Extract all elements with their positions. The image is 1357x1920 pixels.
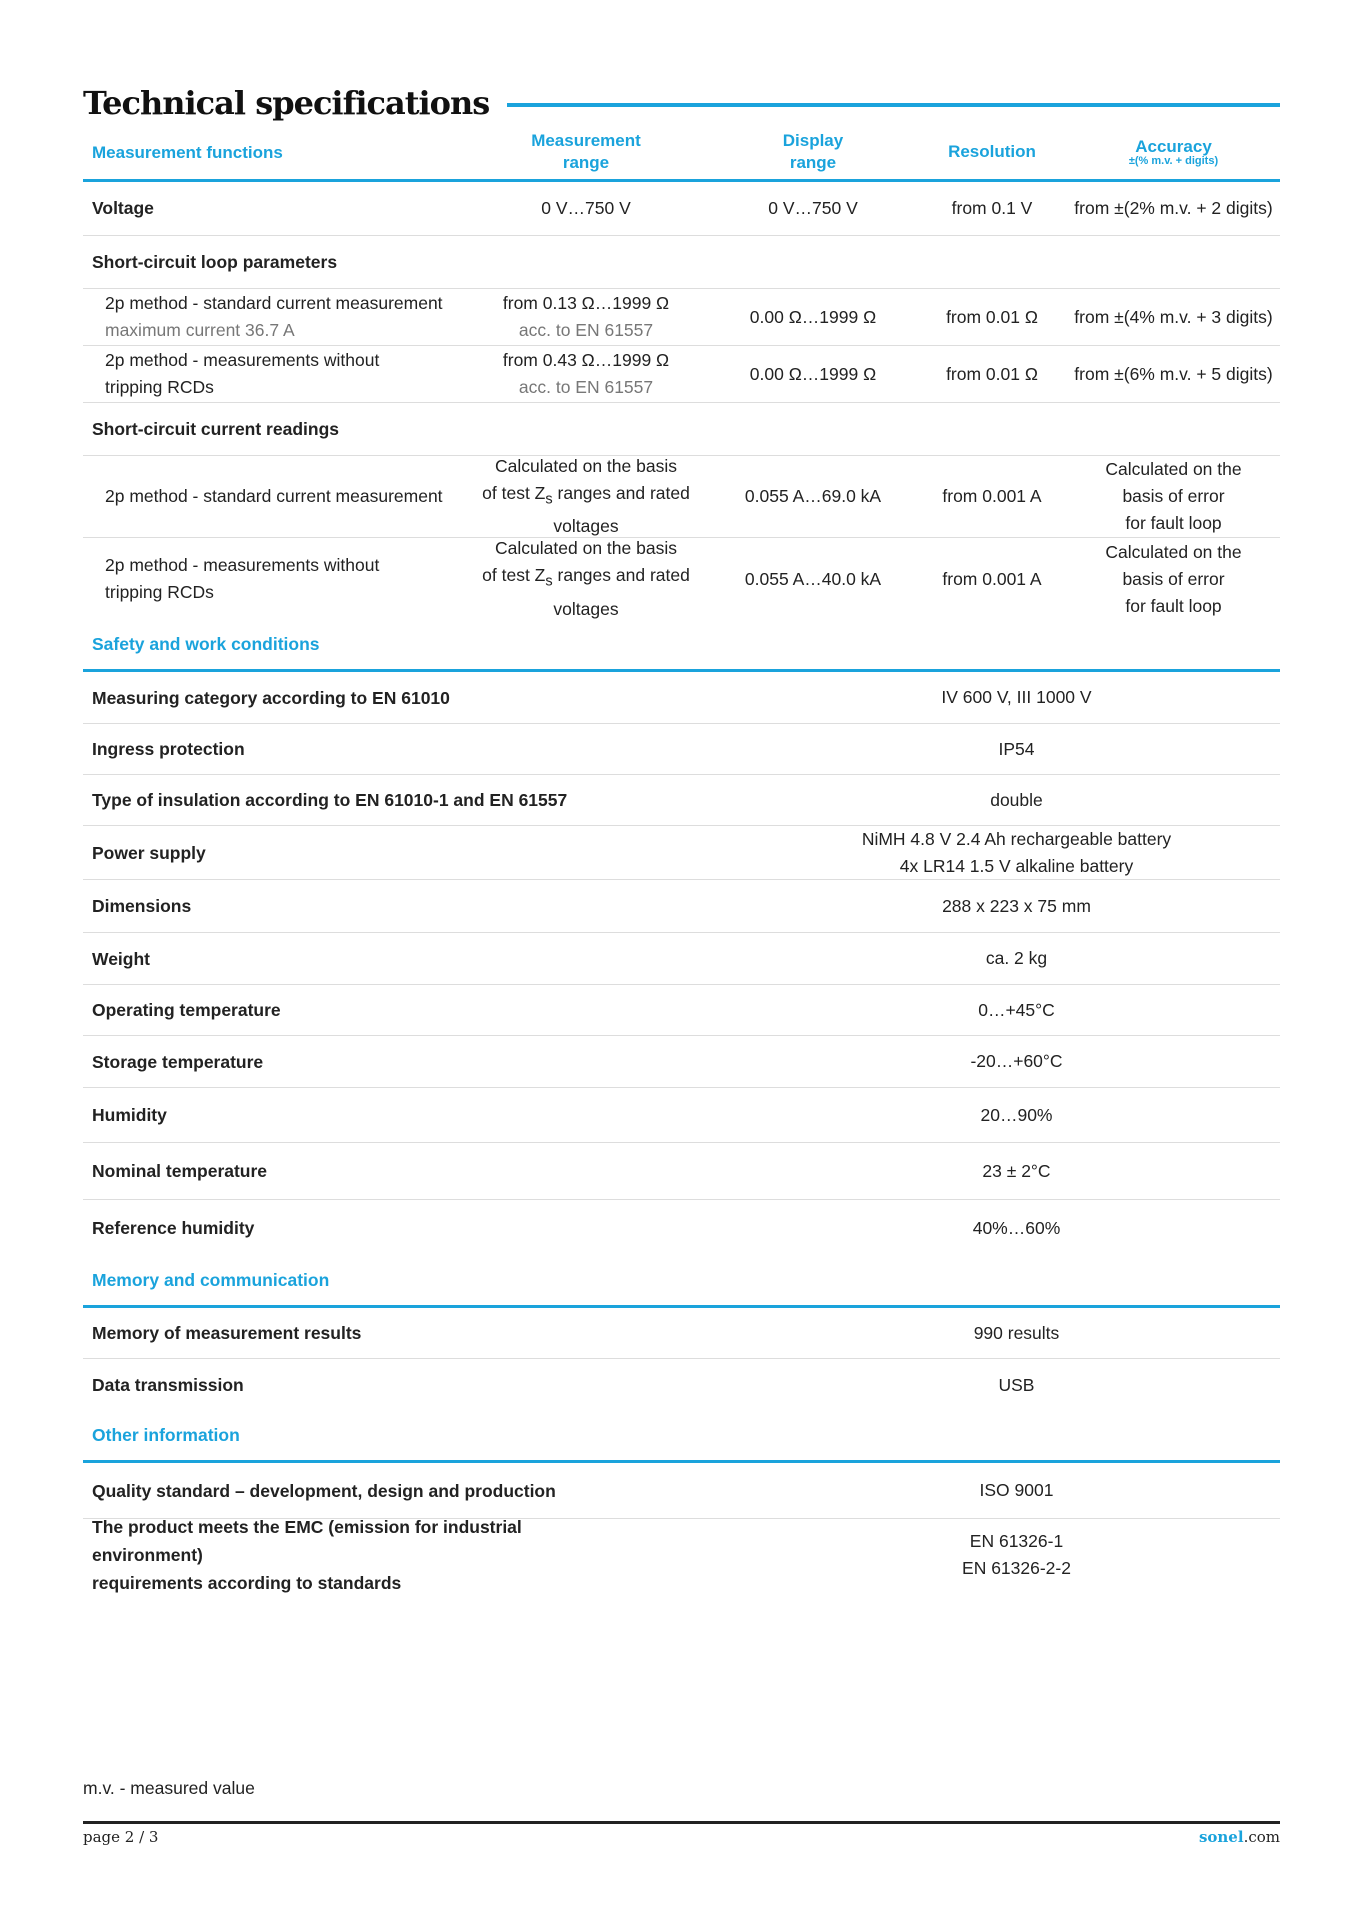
spec-row	[83, 1519, 1280, 1591]
range-text: from 0.13 Ω…1999 Ω	[502, 293, 670, 313]
cell-accuracy	[1067, 539, 1280, 620]
spec-value	[603, 736, 1280, 763]
cell-accuracy: from ±(4% m.v. + 3 digits)	[1074, 306, 1273, 327]
header-range-l1: Measurement	[531, 131, 641, 150]
t: of test Z	[482, 482, 546, 503]
t: basis of error	[1122, 568, 1225, 589]
spec-value	[603, 1215, 1280, 1242]
label-text: Reference humidity	[92, 1218, 255, 1238]
spec-label	[83, 1477, 603, 1505]
spec-value	[603, 684, 1280, 711]
label-text: Type of insulation according to EN 61010-1 and EN 61557	[92, 790, 568, 810]
value-text: 990 results	[973, 1322, 1060, 1343]
footnote: m.v. - measured value	[83, 1778, 255, 1798]
value-text: NiMH 4.8 V 2.4 Ah rechargeable battery	[861, 828, 1172, 849]
t: s	[545, 491, 553, 508]
t: Calculated on the basis	[495, 455, 677, 476]
value-text: double	[990, 789, 1043, 810]
value-text: EN 61326-2-2	[962, 1558, 1071, 1578]
header-accuracy-label: Accuracy	[1135, 136, 1212, 156]
spec-label	[83, 786, 603, 814]
spec-row	[83, 672, 1280, 724]
cell-range	[463, 347, 709, 401]
table-row	[83, 182, 1280, 236]
table-row	[83, 346, 1280, 403]
section-heading-other	[83, 1411, 1280, 1463]
spec-label	[83, 684, 603, 712]
cell-accuracy: from ±(6% m.v. + 5 digits)	[1074, 363, 1273, 384]
cell-display: 0.00 Ω…1999 Ω	[749, 306, 877, 327]
header-range-l2: range	[562, 153, 610, 172]
table-header	[83, 125, 1280, 182]
value-text: ca. 2 kg	[985, 948, 1048, 968]
title-divider	[507, 103, 1280, 107]
header-functions: Measurement functions	[92, 142, 283, 162]
value-text: IV 600 V, III 1000 V	[941, 687, 1092, 707]
cell-display: 0.00 Ω…1999 Ω	[749, 363, 877, 384]
value-text: 20…90%	[980, 1104, 1053, 1125]
spec-value	[603, 1102, 1280, 1129]
range-note: acc. to EN 61557	[518, 377, 654, 397]
t: voltages	[553, 516, 619, 537]
value-text: 23 ± 2°C	[982, 1160, 1051, 1181]
row-name-text: 2p method - measurements without	[105, 350, 380, 370]
cell-resolution: from 0.1 V	[951, 198, 1033, 218]
spec-value	[603, 997, 1280, 1024]
label-text: Memory of measurement results	[92, 1323, 362, 1343]
spec-row	[83, 1036, 1280, 1088]
spec-row	[83, 1143, 1280, 1200]
spec-label	[83, 1157, 603, 1185]
table-row	[83, 538, 1280, 620]
table-row	[83, 289, 1280, 346]
header-accuracy	[1067, 138, 1280, 167]
t: for fault loop	[1125, 513, 1222, 533]
spec-row	[83, 1463, 1280, 1519]
header-resolution: Resolution	[948, 142, 1036, 161]
label-text: Operating temperature	[92, 1000, 281, 1020]
value-text: IP54	[998, 738, 1035, 759]
cell-resolution: from 0.01 Ω	[946, 363, 1038, 384]
value-text: -20…+60°C	[970, 1051, 1063, 1071]
value-text: ISO 9001	[979, 1480, 1054, 1500]
spec-label	[83, 996, 603, 1024]
spec-value	[603, 1048, 1280, 1075]
spec-label	[83, 1319, 603, 1347]
cell-range: 0 V…750 V	[541, 198, 631, 218]
brand-domain: .com	[1243, 1828, 1280, 1846]
value-text: 4x LR14 1.5 V alkaline battery	[899, 855, 1134, 876]
t: tripping RCDs	[105, 582, 214, 602]
row-name-text: 2p method - standard current measurement	[105, 293, 443, 313]
section-title: Other information	[92, 1425, 240, 1445]
spec-value	[603, 1158, 1280, 1185]
spec-row	[83, 933, 1280, 985]
label-text: Weight	[92, 948, 151, 969]
spec-label	[83, 1048, 603, 1076]
row-name: Voltage	[92, 198, 154, 218]
t: Calculated on the basis	[495, 538, 677, 559]
label-text: Power supply	[92, 842, 206, 863]
group-title: Short-circuit loop parameters	[92, 251, 338, 272]
header-display-l2: range	[789, 153, 837, 172]
spec-value	[603, 1372, 1280, 1399]
spec-label	[83, 1214, 603, 1242]
spec-row	[83, 1308, 1280, 1359]
cell-accuracy	[1067, 456, 1280, 537]
other-rows	[83, 1463, 1280, 1591]
spec-value	[603, 1528, 1280, 1582]
t: Calculated on the	[1105, 459, 1242, 479]
section-heading-memory	[83, 1256, 1280, 1308]
spec-row	[83, 1088, 1280, 1143]
row-name: 2p method - standard current measurement	[105, 486, 443, 506]
spec-row	[83, 775, 1280, 826]
spec-row	[83, 826, 1280, 880]
value-text: USB	[998, 1374, 1035, 1395]
label-text: Measuring category according to EN 61010	[92, 687, 450, 708]
t: voltages	[553, 598, 619, 619]
label-text: requirements according to standards	[92, 1573, 402, 1593]
range-note: acc. to EN 61557	[518, 320, 654, 340]
cell-accuracy: from ±(2% m.v. + 2 digits)	[1074, 198, 1273, 218]
title-row	[83, 84, 1280, 122]
section-heading-safety	[83, 620, 1280, 672]
section-title: Memory and communication	[92, 1270, 330, 1290]
spec-row	[83, 1359, 1280, 1411]
spec-value	[603, 787, 1280, 814]
row-name-text2: tripping RCDs	[105, 377, 214, 397]
value-text: 288 x 223 x 75 mm	[942, 895, 1091, 916]
label-text: Data transmission	[92, 1375, 244, 1395]
value-text: 0…+45°C	[978, 999, 1055, 1020]
spec-value	[603, 893, 1280, 920]
spec-label	[83, 839, 603, 867]
page-title: Technical specifications	[83, 84, 490, 122]
footer	[83, 1828, 1280, 1846]
label-text: The product meets the EMC (emission for industrial environment)	[92, 1517, 522, 1565]
t: of test Z	[482, 565, 546, 586]
spec-label	[83, 1513, 603, 1597]
header-display	[709, 130, 917, 174]
t: s	[545, 573, 553, 590]
brand-link[interactable]	[1199, 1828, 1280, 1846]
t: ranges and rated	[552, 565, 690, 586]
spec-label	[83, 1371, 603, 1399]
header-display-l1: Display	[782, 131, 844, 150]
spec-table	[83, 125, 1280, 1591]
cell-resolution: from 0.01 Ω	[946, 306, 1038, 327]
range-text: from 0.43 Ω…1999 Ω	[502, 350, 670, 370]
spec-value	[603, 1477, 1280, 1504]
t: basis of error	[1122, 486, 1225, 506]
cell-display: 0 V…750 V	[768, 198, 858, 218]
label-text: Storage temperature	[92, 1051, 264, 1072]
row-name	[83, 552, 463, 606]
spec-row	[83, 985, 1280, 1036]
section-title: Safety and work conditions	[92, 634, 320, 654]
footer-divider	[83, 1821, 1280, 1824]
t: for fault loop	[1125, 595, 1222, 616]
spec-label	[83, 1101, 603, 1129]
t: Calculated on the	[1105, 541, 1242, 562]
group-heading	[83, 236, 1280, 289]
label-text: Quality standard – development, design and production	[92, 1480, 556, 1501]
spec-label	[83, 892, 603, 920]
cell-resolution: from 0.001 A	[942, 486, 1042, 506]
spec-value	[603, 1320, 1280, 1347]
spec-label	[83, 945, 603, 973]
table-row	[83, 456, 1280, 538]
spec-row	[83, 724, 1280, 775]
spec-row	[83, 880, 1280, 933]
t: 2p method - measurements without	[105, 555, 380, 575]
memory-rows	[83, 1308, 1280, 1411]
spec-value	[603, 945, 1280, 972]
t: ranges and rated	[552, 482, 690, 503]
safety-rows	[83, 672, 1280, 1256]
group-heading	[83, 403, 1280, 456]
cell-range	[463, 453, 709, 541]
label-text: Nominal temperature	[92, 1161, 268, 1181]
cell-range	[463, 290, 709, 344]
spec-row	[83, 1200, 1280, 1256]
cell-resolution: from 0.001 A	[942, 568, 1042, 589]
label-text: Dimensions	[92, 896, 192, 916]
cell-display: 0.055 A…69.0 kA	[744, 486, 882, 506]
cell-display: 0.055 A…40.0 kA	[744, 568, 882, 589]
spec-label	[83, 735, 603, 763]
value-text: 40%…60%	[972, 1217, 1061, 1238]
row-name	[83, 290, 463, 344]
value-text: EN 61326-1	[969, 1531, 1064, 1551]
page-number: page 2 / 3	[83, 1828, 159, 1846]
cell-range	[463, 535, 709, 623]
row-note: maximum current 36.7 A	[105, 320, 295, 340]
group-title: Short-circuit current readings	[92, 418, 339, 439]
brand-name: sonel	[1198, 1828, 1244, 1846]
header-accuracy-sub: ±(% m.v. + digits)	[1128, 154, 1219, 167]
spec-value	[603, 826, 1280, 880]
label-text: Ingress protection	[92, 739, 245, 759]
row-name	[83, 347, 463, 401]
label-text: Humidity	[92, 1105, 167, 1125]
header-range	[463, 130, 709, 174]
